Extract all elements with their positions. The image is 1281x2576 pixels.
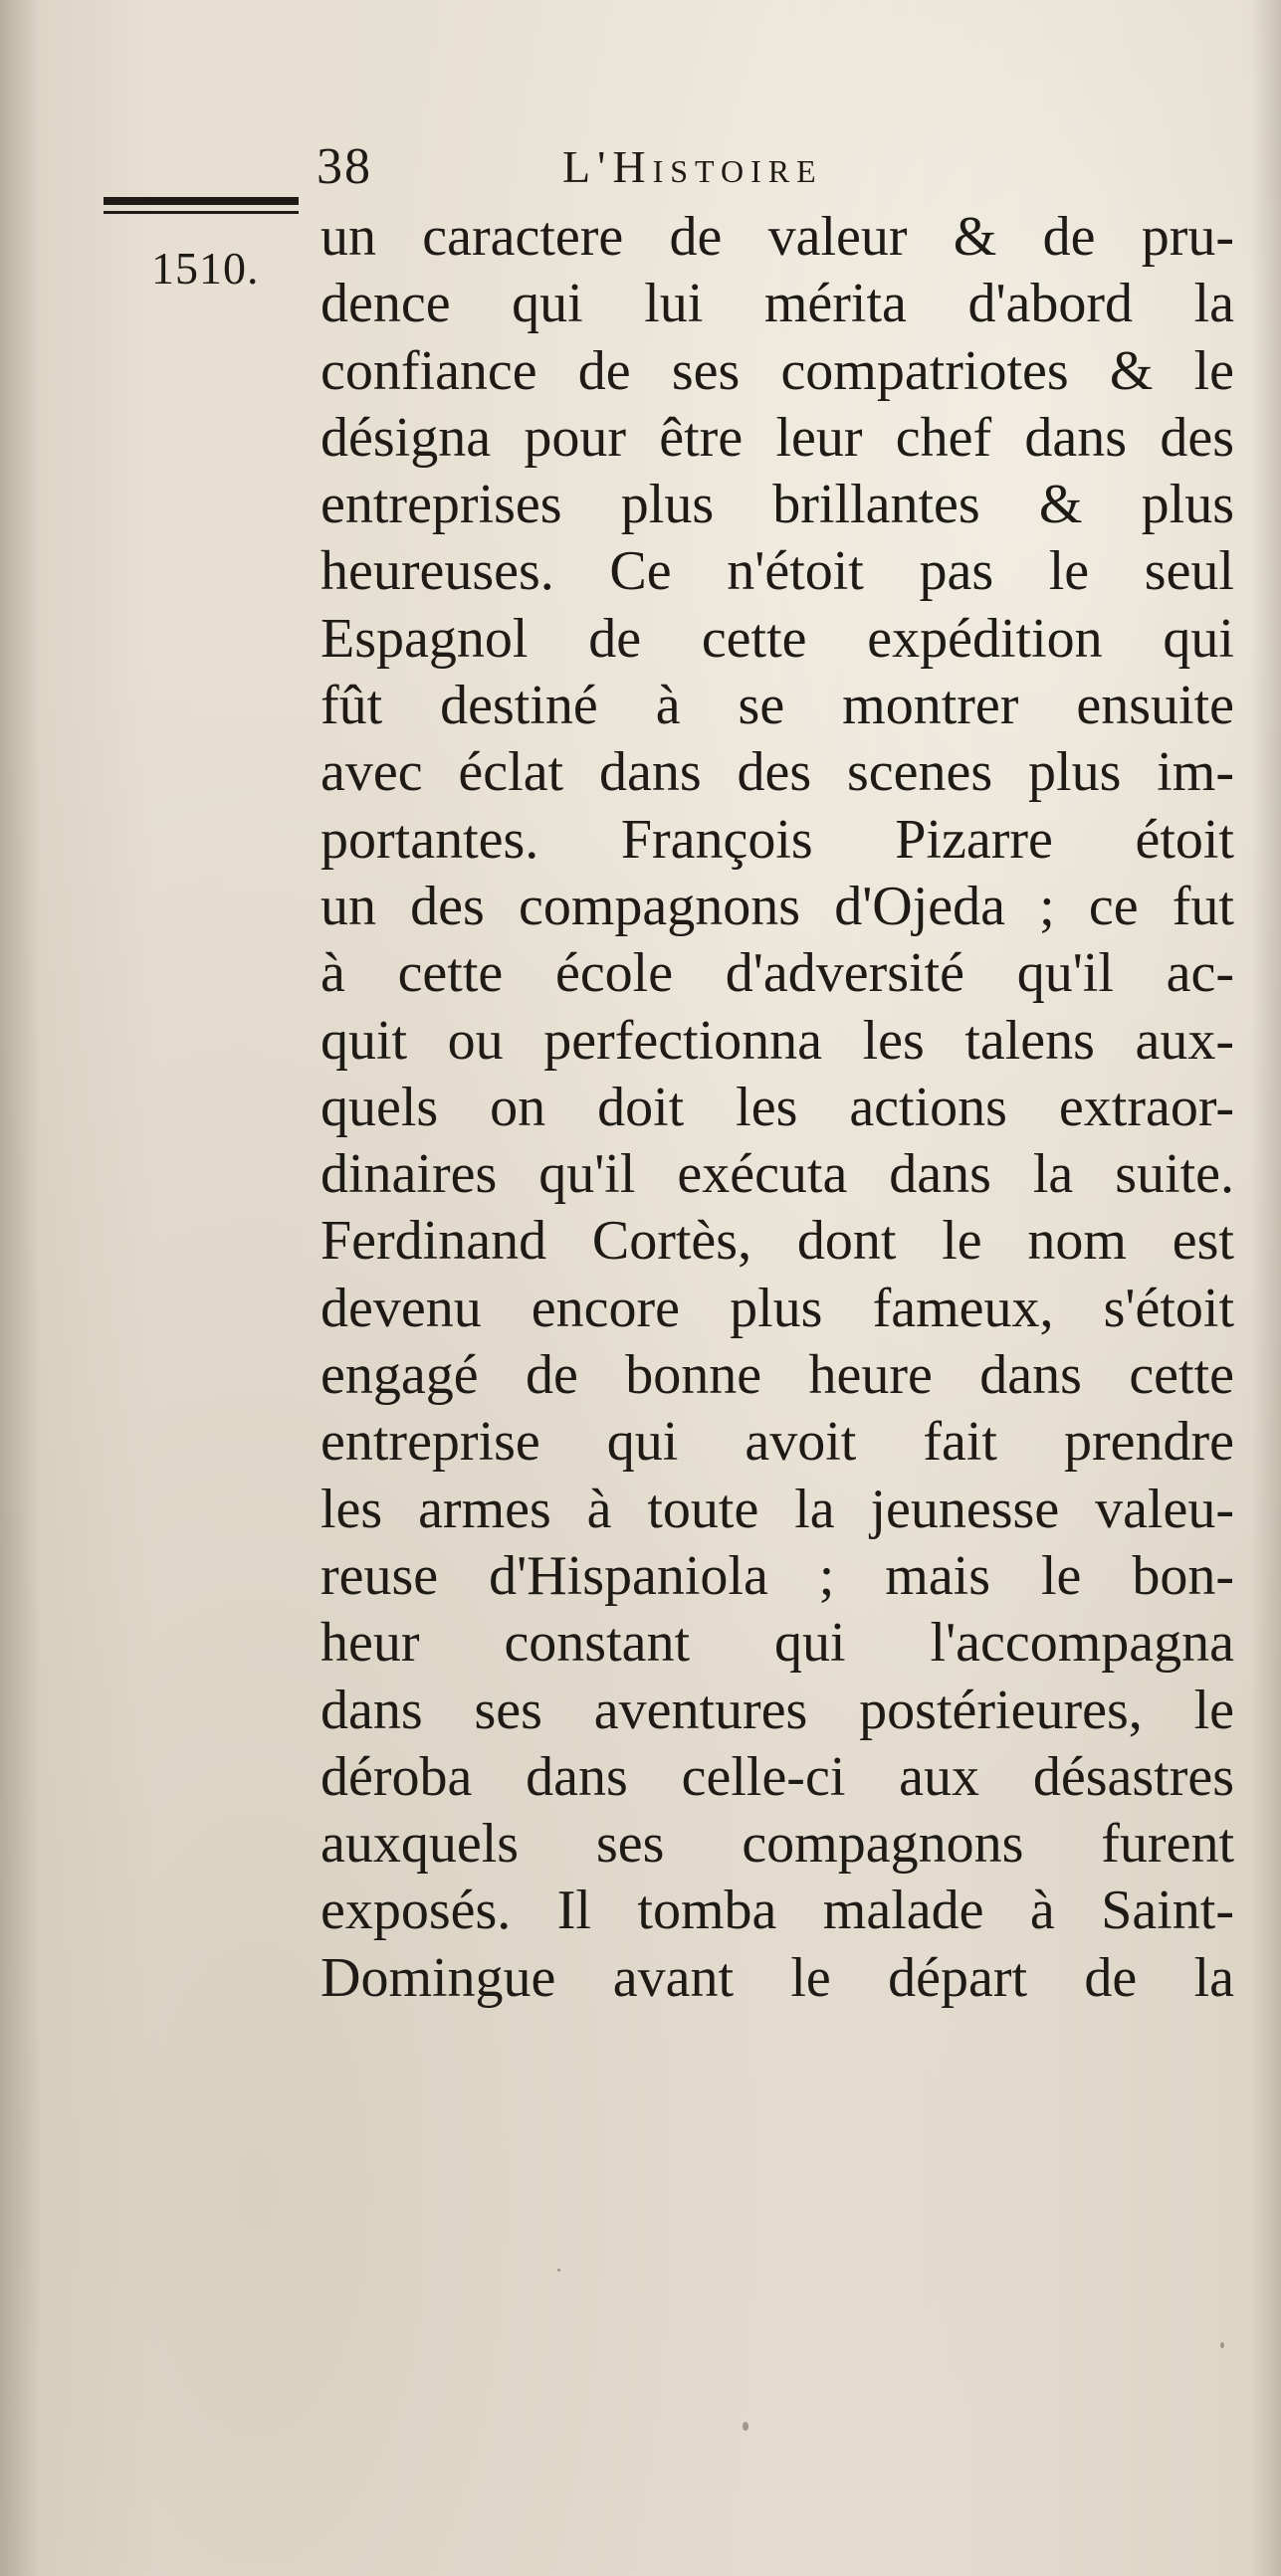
text-line: un des compagnons d'Ojeda ; ce fut: [320, 875, 1234, 937]
body-text: [320, 204, 1234, 2012]
text-line: quels on doit les actions extraor-: [320, 1076, 1234, 1138]
text-line: confiance de ses compatriotes & le: [320, 339, 1234, 402]
text-line: portantes. François Pizarre étoit: [320, 808, 1234, 871]
running-title: L'Histoire: [562, 141, 823, 192]
text-line: un caractere de valeur & de pru-: [320, 206, 1234, 268]
text-line: auxquels ses compagnons furent: [320, 1813, 1234, 1876]
edge-shadow: [1251, 0, 1281, 2576]
text-line: entreprise qui avoit fait prendre: [320, 1411, 1234, 1474]
header-rule-thick: [104, 197, 299, 205]
text-line: à cette école d'adversité qu'il ac-: [320, 942, 1234, 1005]
text-line: engagé de bonne heure dans cette: [320, 1344, 1234, 1407]
text-line: quit ou perfectionna les talens aux-: [320, 1009, 1234, 1072]
text-line: dence qui lui mérita d'abord la: [320, 273, 1234, 335]
header-rule-thin: [104, 211, 299, 214]
text-line: dans ses aventures postérieures, le: [320, 1679, 1234, 1741]
gutter-shadow: [0, 0, 40, 2576]
text-line: fût destiné à se montrer ensuite: [320, 675, 1234, 737]
text-line: heur constant qui l'accompagna: [320, 1612, 1234, 1675]
text-line: devenu encore plus fameux, s'étoit: [320, 1277, 1234, 1339]
margin-year-note: 1510.: [151, 243, 260, 294]
text-line: entreprises plus brillantes & plus: [320, 474, 1234, 536]
text-line: Ferdinand Cortès, dont le nom est: [320, 1210, 1234, 1273]
paper-speck: [743, 2422, 748, 2431]
text-line: dinaires qu'il exécuta dans la suite.: [320, 1143, 1234, 1206]
text-line: déroba dans celle-ci aux désastres: [320, 1745, 1234, 1808]
text-line: exposés. Il tomba malade à Saint-: [320, 1880, 1234, 1942]
text-line: Domingue avant le départ de la: [320, 1946, 1234, 2009]
text-line: Espagnol de cette expédition qui: [320, 607, 1234, 670]
paper-speck: [1220, 2342, 1224, 2348]
running-head: [317, 137, 1232, 197]
paper-speck: [557, 2269, 560, 2272]
text-line: heureuses. Ce n'étoit pas le seul: [320, 540, 1234, 603]
page-number: 38: [317, 138, 372, 195]
text-line: les armes à toute la jeunesse valeu-: [320, 1478, 1234, 1540]
text-line: désigna pour être leur chef dans des: [320, 406, 1234, 469]
text-line: reuse d'Hispaniola ; mais le bon-: [320, 1544, 1234, 1607]
text-line: avec éclat dans des scenes plus im-: [320, 741, 1234, 804]
